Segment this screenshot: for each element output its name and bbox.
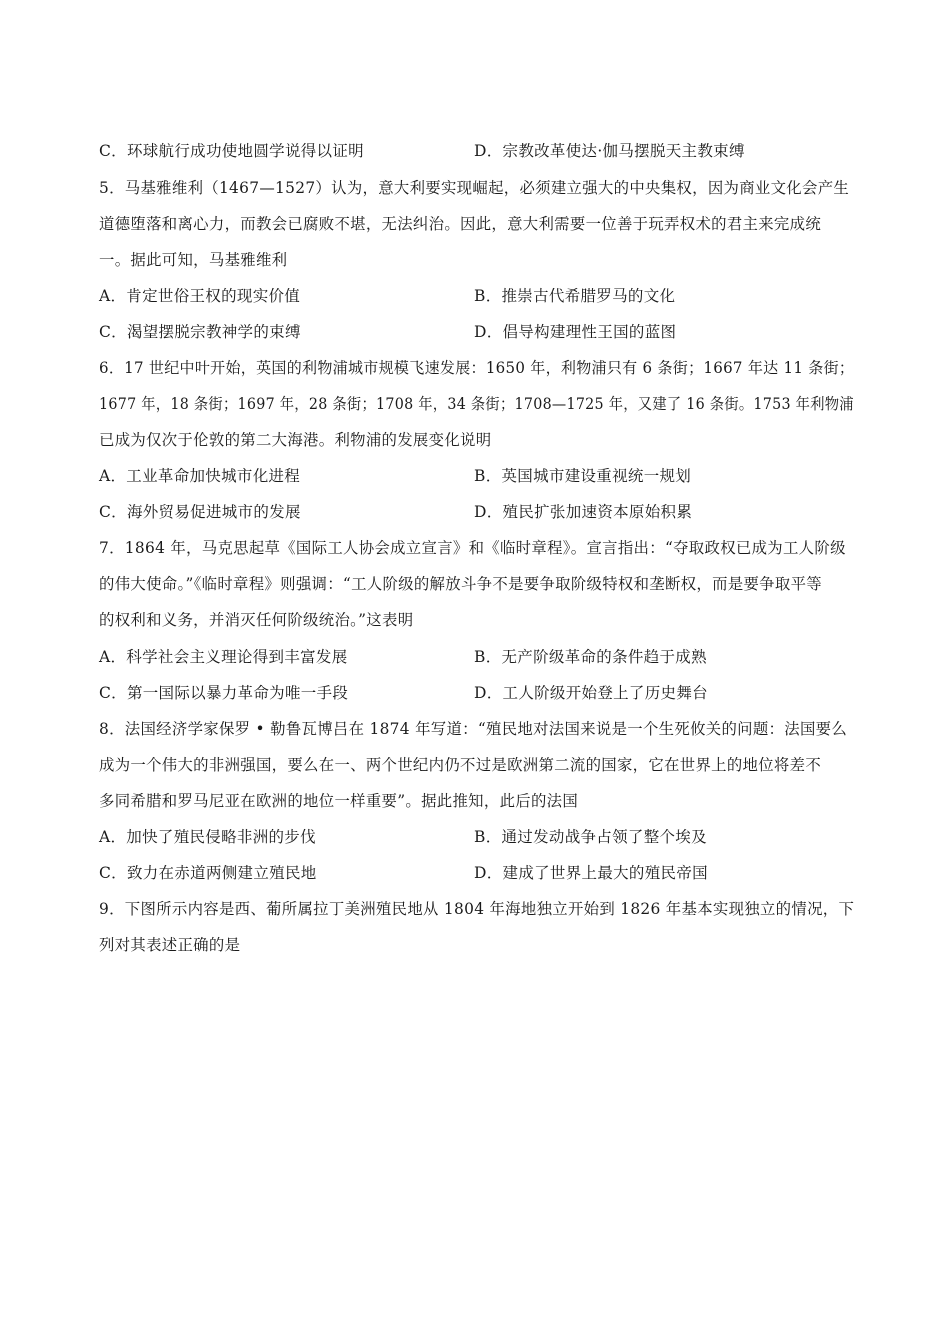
q7-option-a: A．科学社会主义理论得到丰富发展	[99, 648, 348, 666]
q6-stem-line-1: 6．17 世纪中叶开始，英国的利物浦城市规模飞速发展：1650 年，利物浦只有 6 条街；1667 年达 11 条街；	[99, 359, 855, 377]
q6-option-d: D．殖民扩张加速资本原始积累	[474, 503, 693, 521]
q4-option-c: C．环球航行成功使地圆学说得以证明	[99, 142, 364, 160]
q7-stem-line-2: 的伟大使命。”《临时章程》则强调：“工人阶级的解放斗争不是要争取阶级特权和垄断权，而是要争取平等	[99, 575, 822, 593]
q5-option-d: D．倡导构建理性王国的蓝图	[474, 323, 677, 341]
q6-stem-line-2: 1677 年，18 条街；1697 年，28 条街；1708 年，34 条街；1708—1725 年，又建了 16 条街。1753 年利物浦	[99, 395, 854, 413]
q8-option-c: C．致力在赤道两侧建立殖民地	[99, 864, 317, 882]
q9-stem-line-1: 9．下图所示内容是西、葡所属拉丁美洲殖民地从 1804 年海地独立开始到 1826 年基本实现独立的情况，下	[99, 900, 855, 918]
q8-stem-line-1: 8．法国经济学家保罗 • 勒鲁瓦博吕在 1874 年写道：“殖民地对法国来说是一个生死攸关的问题：法国要么	[99, 720, 848, 738]
q6-option-a: A．工业革命加快城市化进程	[99, 467, 301, 485]
q5-stem-line-1: 5．马基雅维利（1467—1527）认为，意大利要实现崛起，必须建立强大的中央集权，因为商业文化会产生	[99, 179, 850, 197]
q5-option-c: C．渴望摆脱宗教神学的束缚	[99, 323, 301, 341]
q7-option-b: B．无产阶级革命的条件趋于成熟	[474, 648, 707, 666]
q8-stem-line-3: 多同希腊和罗马尼亚在欧洲的地位一样重要”。据此推知，此后的法国	[99, 792, 579, 810]
q5-stem-line-3: 一。据此可知，马基雅维利	[99, 251, 288, 269]
q9-stem-line-2: 列对其表述正确的是	[99, 936, 241, 954]
q8-stem-line-2: 成为一个伟大的非洲强国，要么在一、两个世纪内仍不过是欧洲第二流的国家，它在世界上的地位将差不	[99, 756, 822, 774]
q5-stem-line-2: 道德堕落和离心力，而教会已腐败不堪，无法纠治。因此，意大利需要一位善于玩弄权术的君主来完成统	[99, 215, 822, 233]
q5-option-b: B．推崇古代希腊罗马的文化	[474, 287, 676, 305]
q7-stem-line-3: 的权利和义务，并消灭任何阶级统治。”这表明	[99, 611, 414, 629]
q7-stem-line-1: 7．1864 年，马克思起草《国际工人协会成立宣言》和《临时章程》。宣言指出：“夺取政权已成为工人阶级	[99, 539, 846, 557]
q7-option-d: D．工人阶级开始登上了历史舞台	[474, 684, 708, 702]
q8-option-b: B．通过发动战争占领了整个埃及	[474, 828, 707, 846]
q6-option-c: C．海外贸易促进城市的发展	[99, 503, 301, 521]
q5-option-a: A．肯定世俗王权的现实价值	[99, 287, 301, 305]
q6-stem-line-3: 已成为仅次于伦敦的第二大海港。利物浦的发展变化说明	[99, 431, 492, 449]
q7-option-c: C．第一国际以暴力革命为唯一手段	[99, 684, 349, 702]
q6-option-b: B．英国城市建设重视统一规划	[474, 467, 692, 485]
q4-option-d: D．宗教改革使达·伽马摆脱天主教束缚	[474, 142, 745, 160]
q8-option-d: D．建成了世界上最大的殖民帝国	[474, 864, 708, 882]
q8-option-a: A．加快了殖民侵略非洲的步伐	[99, 828, 316, 846]
